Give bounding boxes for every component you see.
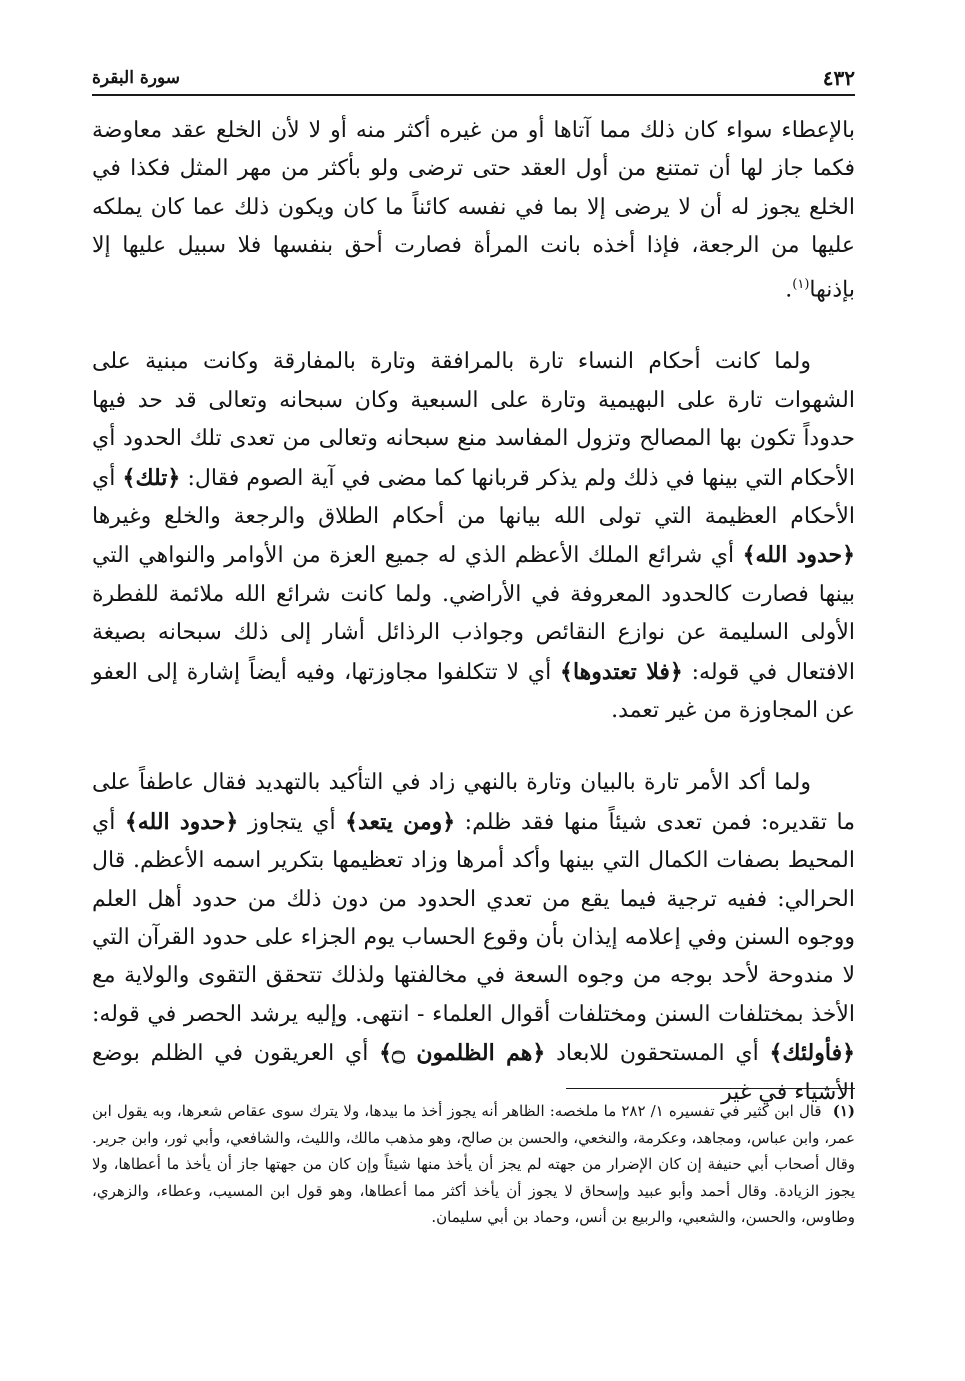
paragraph-2-text-a: ولما كانت أحكام النساء تارة بالمرافقة وتارة بالمفارقة وكانت مبنية على الشهوات تارة على البهيمية وتارة على السبعية وكان سبحانه وتعالى قد حد فيها حدوداً تكون بها المصالح وتزول المفاسد منع سبحانه وتعالى من تعدى تلك الحدود أي الأحكام التي بينها في ذلك ولم يذكر قربانها كما مضى في آية الصوم فقال: xyxy=(92,349,856,491)
footnote-text: قال ابن كثير في تفسيره ١/ ٢٨٢ ما ملخصه: الظاهر أنه يجوز أخذ ما بيدها، ولا يترك سوى عقاص شعرها، وبه يقول ابن عمر، وابن عباس، ومجاهد، وعكرمة، والنخعي، والحسن بن صالح، وهو مذهب مالك، والليث، والشافعي، وأبي ثور، وابن جرير. وقال أصحاب أبي حنيفة إن كان الإضرار من جهته لم يجز أن يأخذ منها شيئاً وإن كان من جهتها جاز أن يأخذ ما أعطاها، ولا يجوز الزيادة. وقال أحمد وأبو عبيد وإسحاق لا يجوز أن يأخذ أكثر مما أعطاها، وهو قول ابن المسيب، وعطاء، والزهري، وطاوس، والحسن، والشعبي، والربيع بن أنس، وحماد بن أبي سليمان. xyxy=(92,1102,856,1226)
footnote-number: (١) xyxy=(832,1102,855,1120)
quran-quote: ﴿ومن يتعد﴾ xyxy=(345,808,456,835)
quran-quote: ﴿فأولئك﴾ xyxy=(769,1040,855,1067)
main-text xyxy=(92,112,855,1112)
paragraph-2-text-c: أي شرائع الملك الأعظم الذي له جميع العزة من الأوامر والنواهي التي بينها فصارت كالحدود المعروفة في الأراضي. ولما كانت شرائع الله ملائمة للفطرة الأولى السليمة عن نوازع النقائص وجواذب الرذائل أشار إلى ذلك سبحانه بصيغة الافتعال في قوله: xyxy=(92,543,856,685)
quran-quote: ﴿حدود الله﴾ xyxy=(742,542,855,569)
page-number: ٤٣٢ xyxy=(822,66,855,90)
paragraph-1 xyxy=(92,112,855,309)
paragraph-2-text-b: أي الأحكام العظيمة التي تولى الله بيانها من أحكام الطلاق والرجعة والخلع وغيرها xyxy=(92,465,855,529)
page-header xyxy=(92,60,855,96)
footnote xyxy=(92,1098,855,1231)
paragraph-1-end: . xyxy=(785,276,793,302)
paragraph-3-text-c: أي المحيط بصفات الكمال التي بينها وأكد أمرها وزاد تعظيمها بتكرير اسمه الأعظم. قال الحرالي: ففيه ترجية فيما يقع من تعدي الحدود من دون ذلك من حدود أهل العلم ووجوه السنن وفي إعلامه إيذان بأن وقوع الحساب يوم الجزاء على حدود القرآن التي لا مندوحة لأحد بوجه من وجوه السعة في مخالفتها ولذلك تتحقق التقوى والولاية مع الأخذ بمختلفات السنن ومختلفات أقوال العلماء - انتهى. وإليه يرشد الحصر في قوله: xyxy=(92,809,855,1027)
paragraph-3-text-d: أي المستحقون للابعاد xyxy=(556,1041,759,1067)
paragraph-1-text: بالإعطاء سواء كان ذلك مما آتاها أو من غيره أكثر منه أو لا لأن الخلع عقد معاوضة فكما جاز لها أن تمتنع من أول العقد حتى ترضى ولو بأكثر من مهر المثل فكذا في الخلع يجوز له أن لا يرضى إلا بما في نفسه كائناً ما كان ويكون ذلك عما كان يملكه عليها من الرجعة، فإذا أخذه بانت المرأة فصارت أحق بنفسها فلا سبيل عليها إلا بإذنها xyxy=(92,118,855,302)
quran-quote: ﴿حدود الله﴾ xyxy=(124,808,239,835)
paragraph-2-text-d: أي لا تتكلفوا مجاوزتها، وفيه أيضاً إشارة إلى العفو عن المجاوزة من غير تعمد. xyxy=(92,659,855,724)
paragraph-3-text-b: أي يتجاوز xyxy=(247,809,336,835)
quran-quote: ﴿تلك﴾ xyxy=(122,464,181,491)
quran-quote: ﴿فلا تعتدوها﴾ xyxy=(560,658,683,685)
paragraph-3 xyxy=(92,764,855,1112)
footnote-reference: (١) xyxy=(792,276,810,292)
paragraph-2 xyxy=(92,343,855,730)
footnote-separator xyxy=(566,1088,855,1089)
paragraph-3-text-a: ولما أكد الأمر تارة بالبيان وتارة بالنهي زاد في التأكيد بالتهديد فقال عاطفاً على ما تقديره: فمن تعدى شيئاً منها فقد ظلم: xyxy=(92,770,855,835)
paragraph-3-text-e: أي العريقون في الظلم بوضع الأشياء في غير xyxy=(92,1041,855,1105)
surah-title: سورة البقرة xyxy=(92,68,180,88)
quran-quote: ﴿هم الظلمون ۝﴾ xyxy=(379,1040,546,1067)
